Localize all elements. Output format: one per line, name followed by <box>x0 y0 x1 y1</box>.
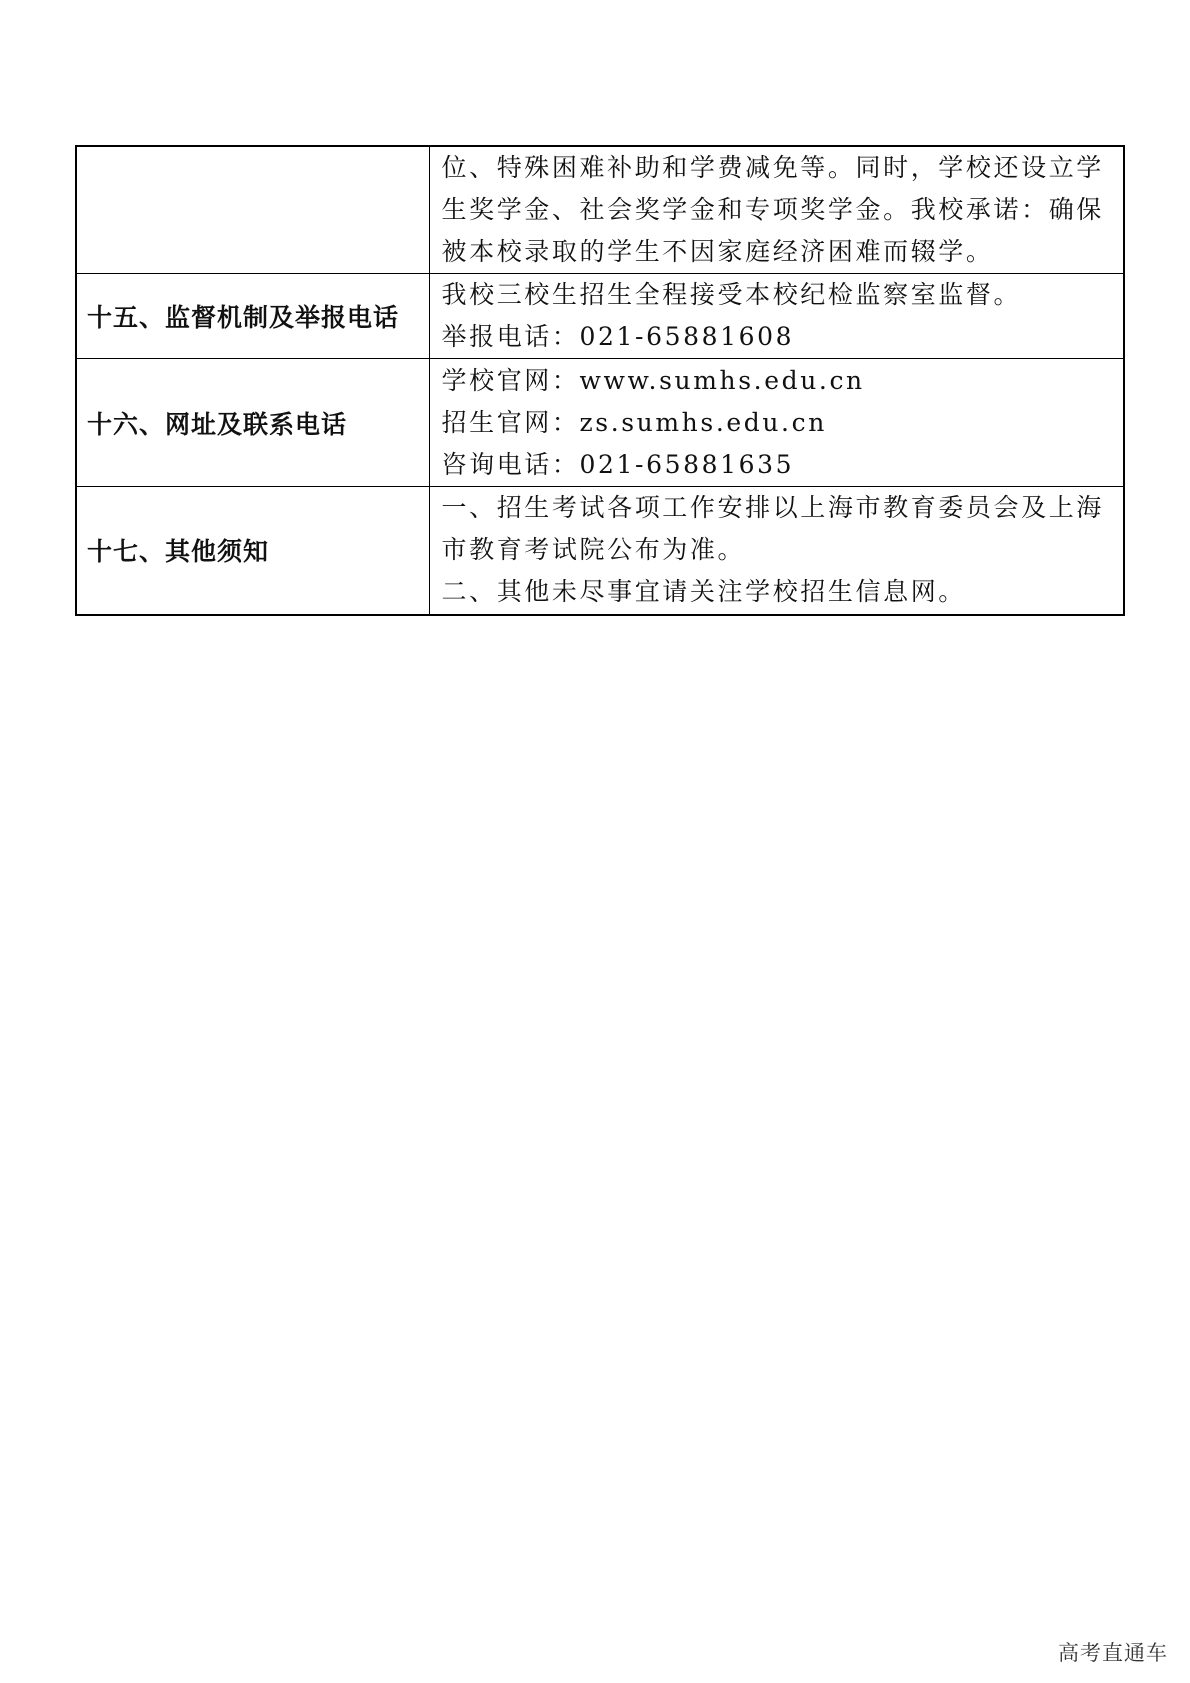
report-phone-text: 举报电话：021-65881608 <box>441 322 795 351</box>
school-website-text: 学校官网：www.sumhs.edu.cn <box>441 365 865 395</box>
row-content-other-notes <box>429 487 1124 615</box>
footer-brand-watermark: 高考直通车 <box>1058 1641 1168 1665</box>
consult-phone-text: 咨询电话：021-65881635 <box>441 449 795 479</box>
content-line: 市教育考试院公布为准。 <box>441 535 746 565</box>
content-line: 生奖学金、社会奖学金和专项奖学金。我校承诺：确保 <box>441 195 1104 224</box>
content-line: 我校三校生招生全程接受本校纪检监察室监督。 <box>441 280 1022 309</box>
content-line: 被本校录取的学生不因家庭经济困难而辍学。 <box>441 237 994 266</box>
row-label-other-notes: 十七、其他须知 <box>76 487 429 615</box>
row-label-empty <box>76 146 429 274</box>
content-line: 一、招生考试各项工作安排以上海市教育委员会及上海 <box>441 493 1104 523</box>
document-table <box>75 145 1125 616</box>
table-row-financial-aid <box>76 146 1124 274</box>
content-line: 位、特殊困难补助和学费减免等。同时，学校还设立学 <box>441 153 1104 182</box>
table-row-other-notes <box>76 487 1124 615</box>
content-line: 二、其他未尽事宜请关注学校招生信息网。 <box>441 577 966 607</box>
row-content-supervision <box>429 274 1124 359</box>
admission-website-text: 招生官网：zs.sumhs.edu.cn <box>441 407 827 437</box>
table-row-website-contact <box>76 359 1124 487</box>
row-content-website-contact <box>429 359 1124 487</box>
table-row-supervision <box>76 274 1124 359</box>
row-label-website-contact: 十六、网址及联系电话 <box>76 359 429 487</box>
row-content-financial-aid <box>429 146 1124 274</box>
row-label-supervision: 十五、监督机制及举报电话 <box>76 274 429 359</box>
